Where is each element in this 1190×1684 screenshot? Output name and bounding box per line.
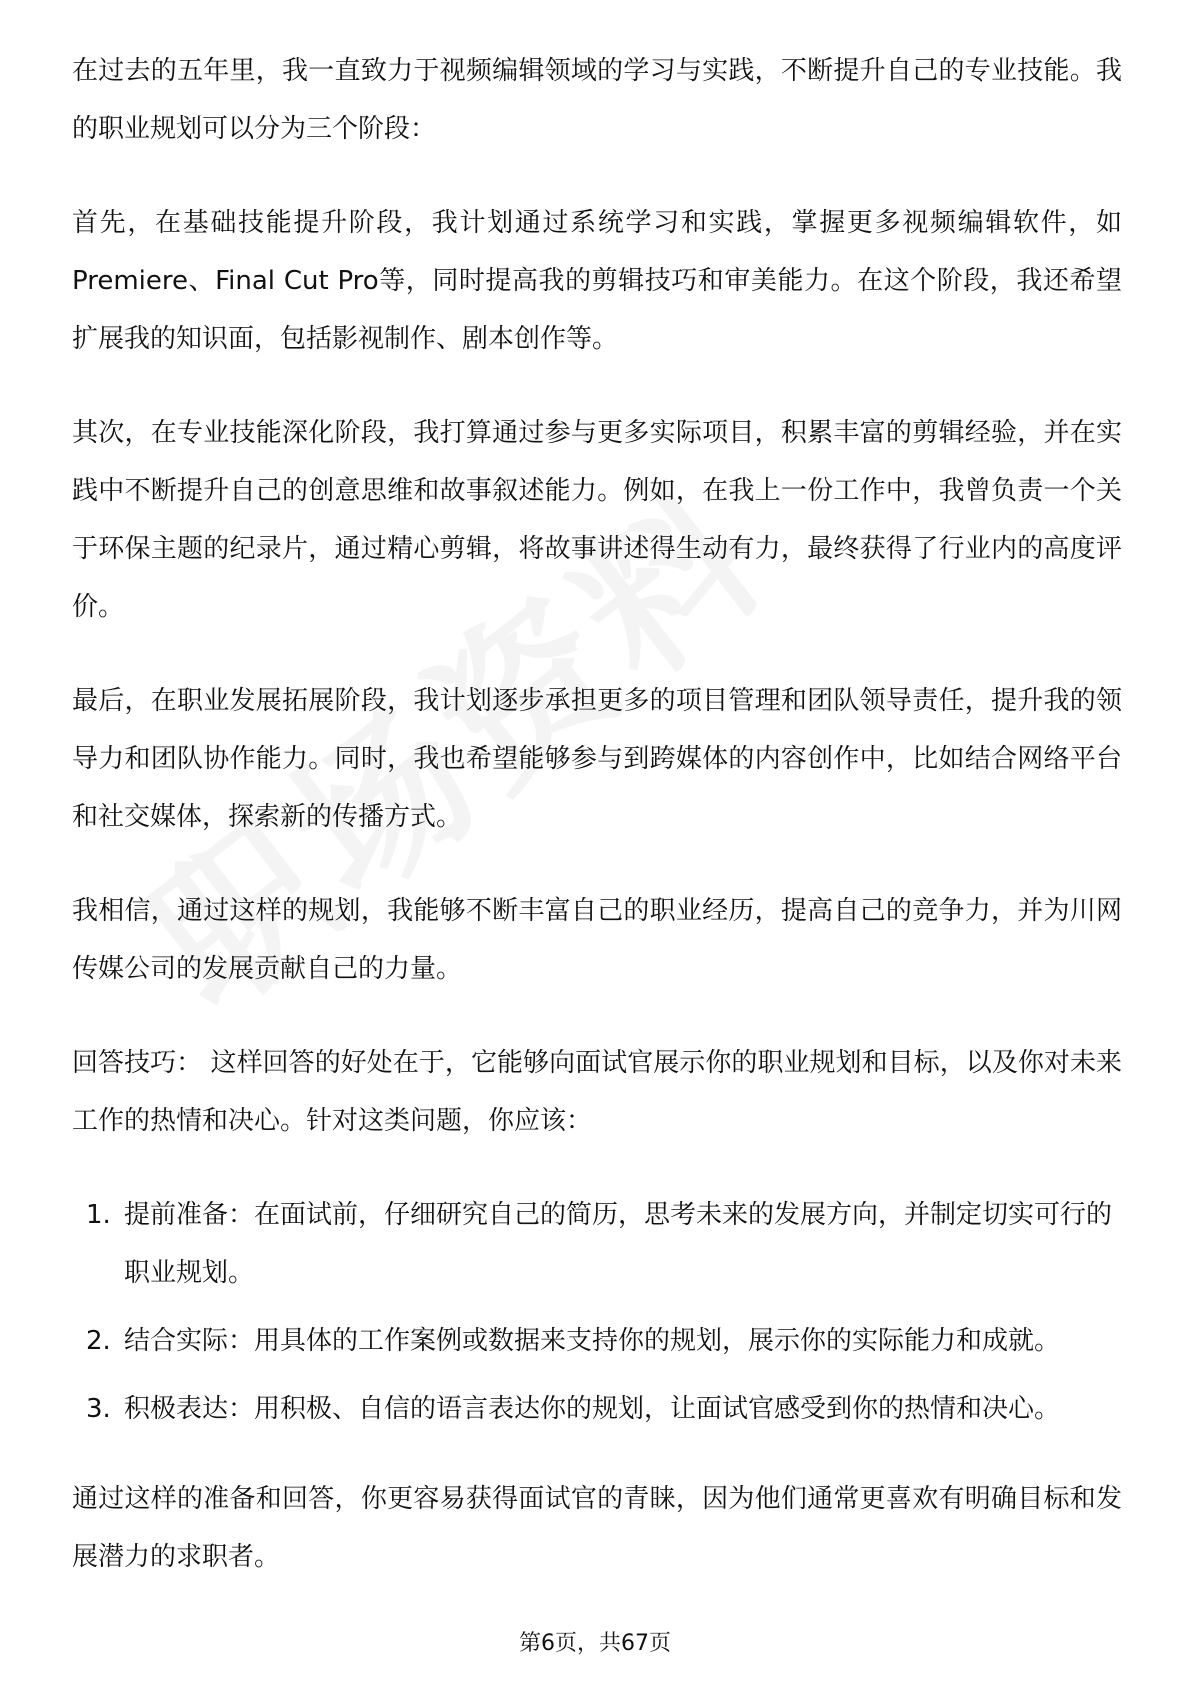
paragraph-intro: 在过去的五年里，我一直致力于视频编辑领域的学习与实践，不断提升自己的专业技能。我的职业规划可以分为三个阶段： xyxy=(72,56,1122,144)
paragraph-final: 通过这样的准备和回答，你更容易获得面试官的青睐，因为他们通常更喜欢有明确目标和发展潜力的求职者。 xyxy=(72,1484,1122,1572)
page-number: 第6页，共67页 xyxy=(519,1631,671,1656)
list-item-text: 提前准备：在面试前，仔细研究自己的简历，思考未来的发展方向，并制定切实可行的职业规划。 xyxy=(124,1200,1113,1288)
paragraph-stage-two: 其次，在专业技能深化阶段，我打算通过参与更多实际项目，积累丰富的剪辑经验，并在实践中不断提升自己的创意思维和故事叙述能力。例如，在我上一份工作中，我曾负责一个关于环保主题的纪录片，通过精心剪辑，将故事讲述得生动有力，最终获得了行业内的高度评价。 xyxy=(72,418,1122,622)
tips-list xyxy=(72,1186,1122,1438)
paragraph-answer-tips: 回答技巧： 这样回答的好处在于，它能够向面试官展示你的职业规划和目标，以及你对未来工作的热情和决心。针对这类问题，你应该： xyxy=(72,1048,1122,1136)
list-number: 3. xyxy=(86,1394,111,1424)
document-body xyxy=(72,42,1122,1622)
list-item xyxy=(72,1380,1122,1438)
list-number: 2. xyxy=(86,1326,111,1356)
list-item-text: 结合实际：用具体的工作案例或数据来支持你的规划，展示你的实际能力和成就。 xyxy=(124,1326,1061,1356)
list-item xyxy=(72,1312,1122,1370)
paragraph-stage-three: 最后，在职业发展拓展阶段，我计划逐步承担更多的项目管理和团队领导责任，提升我的领导力和团队协作能力。同时，我也希望能够参与到跨媒体的内容创作中，比如结合网络平台和社交媒体，探索新的传播方式。 xyxy=(72,686,1122,832)
paragraph-conclusion: 我相信，通过这样的规划，我能够不断丰富自己的职业经历，提高自己的竞争力，并为川网传媒公司的发展贡献自己的力量。 xyxy=(72,896,1122,984)
list-item xyxy=(72,1186,1122,1302)
paragraph-stage-one: 首先，在基础技能提升阶段，我计划通过系统学习和实践，掌握更多视频编辑软件，如Premiere、Final Cut Pro等，同时提高我的剪辑技巧和审美能力。在这个阶段，我还希望扩展我的知识面，包括影视制作、剧本创作等。 xyxy=(72,208,1122,354)
list-number: 1. xyxy=(86,1200,111,1230)
list-item-text: 积极表达：用积极、自信的语言表达你的规划，让面试官感受到你的热情和决心。 xyxy=(124,1394,1061,1424)
